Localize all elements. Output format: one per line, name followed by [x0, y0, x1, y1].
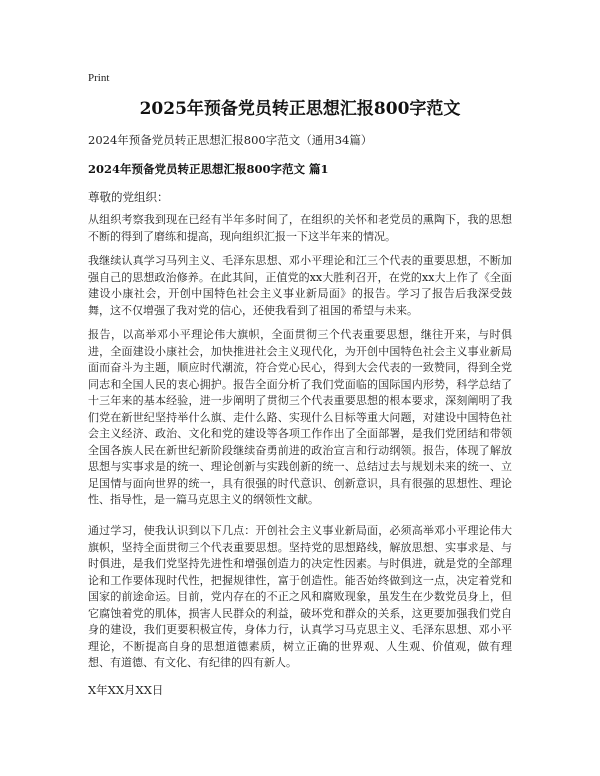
body-paragraph: 通过学习，使我认识到以下几点：开创社会主义事业新局面，必须高举邓小平理论伟大旗帜，坚持全面贯彻三个代表重要思想。坚持党的思想路线，解放思想、实事求是、与时俱进，是我们党坚持先进性和增强创造力的决定性因素。与时俱进，就是党的全部理论和工作要体现时代性，把握规律性，富于创造性。能否始终做到这一点，决定着党和国家的前途命运。目前，党内存在的不正之风和腐败现象，虽发生在少数党员身上，但它腐蚀着党的肌体，损害人民群众的利益，破坏党和群众的关系，这更要加强我们党自身的建设，我们更要积极宣传，身体力行，认真学习马克思主义、毛泽东思想、邓小平理论，不断提高自身的思想道德素质，树立正确的世界观、人生观、价值观，做有理想、有道德、有文化、有纪律的四有新人。	[88, 524, 512, 669]
salutation: 尊敬的党组织：	[88, 190, 169, 204]
body-paragraph: 报告，以高举邓小平理论伟大旗帜，全面贯彻三个代表重要思想，继往开来，与时俱进，全面建设小康社会，加快推进社会主义现代化，为开创中国特色社会主义事业新局面而奋斗为主题，顺应时代潮流，符合党心民心，得到大会代表的一致赞同，得到全党同志和全国人民的衷心拥护。报告全面分析了我们党面临的国际国内形势，科学总结了十三年来的基本经验，进一步阐明了贯彻三个代表重要思想的根本要求，深刻阐明了我们党在新世纪坚持举什么旗、走什么路、实现什么目标等重大问题，对建设中国特色社会主义经济、政治、文化和党的建设等各项工作作出了全面部署，是我们党团结和带领全国各族人民在新世纪新阶段继续奋勇前进的政治宣言和行动纲领。报告，体现了解放思想与实事求是的统一、理论创新与实践创新的统一、总结过去与规划未来的统一、立足国情与面向世界的统一，具有很强的时代意识、创新意识，具有很强的思想性、理论性、指导性，是一篇马克思主义的纲领性文献。	[88, 328, 512, 506]
body-paragraph: 我继续认真学习马列主义、毛泽东思想、邓小平理论和江三个代表的重要思想，不断加强自己的思想政治修养。在此其间，正值党的xx大胜利召开，在党的xx大上作了《全面建设小康社会，开创中国特色社会主义事业新局面》的报告。学习了报告后我深受鼓舞，这不仅增强了我对党的信心，还使我看到了祖国的希望与未来。	[88, 254, 512, 317]
date-line: X年XX月XX日	[88, 683, 164, 697]
body-paragraph: 从组织考察我到现在已经有半年多时间了，在组织的关怀和老党员的熏陶下，我的思想不断的得到了磨练和提高，现向组织汇报一下这半年来的情况。	[88, 213, 512, 243]
print-label[interactable]: Print	[88, 72, 110, 84]
document-subtitle: 2024年预备党员转正思想汇报800字范文（通用34篇）	[88, 133, 373, 147]
section-heading: 2024年预备党员转正思想汇报800字范文 篇1	[88, 162, 329, 176]
document-title: 2025年预备党员转正思想汇报800字范文	[139, 99, 461, 119]
